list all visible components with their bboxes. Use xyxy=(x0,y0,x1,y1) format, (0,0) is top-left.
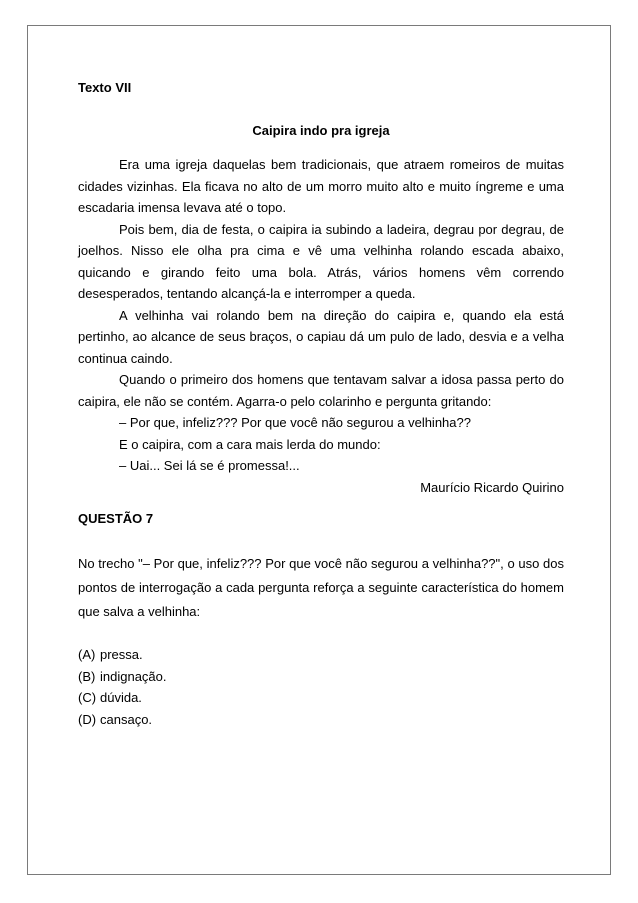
text-title: Caipira indo pra igreja xyxy=(252,123,390,138)
option-letter: (B) xyxy=(78,668,96,684)
option-text: indignação. xyxy=(100,668,167,684)
paragraph: A velhinha vai rolando bem na direção do caipira e, quando ela está pertinho, ao alcance de seus braços, o capiau dá um pulo de lado, desvia e a velha continua caindo. xyxy=(78,307,564,366)
question-label: QUESTÃO 7 xyxy=(78,511,154,526)
option-b xyxy=(78,666,564,688)
question-prompt: No trecho "– Por que, infeliz??? Por que você não segurou a velhinha??", o uso dos pontos de interrogação a cada pergunta reforça a seguinte característica do homem que salva a velhinha: xyxy=(78,556,564,619)
option-text: dúvida. xyxy=(100,690,142,705)
option-a xyxy=(78,644,564,666)
option-text: cansaço. xyxy=(100,711,153,727)
answer-options xyxy=(78,644,564,730)
paragraph: Era uma igreja daquelas bem tradicionais, que atraem romeiros de muitas cidades vizinhas. Ela ficava no alto de um morro muito alto e muito íngreme e uma escadaria imensa levava até o topo. xyxy=(78,157,564,215)
option-letter: (D) xyxy=(78,711,97,727)
dialog-line: – Por que, infeliz??? Por que você não segurou a velhinha?? xyxy=(119,415,471,430)
text-body xyxy=(78,154,564,498)
option-d xyxy=(78,709,564,731)
paragraph: Pois bem, dia de festa, o caipira ia subindo a ladeira, degrau por degrau, de joelhos. Nisso ele olha pra cima e vê uma velhinha rolando escada abaixo, quicando e girando feito uma bola. Atrás, vários homens vêm correndo desesperados, tentando alcançá-la e interromper a queda. xyxy=(78,221,564,301)
text-label: Texto VII xyxy=(78,80,132,95)
option-c xyxy=(78,687,564,709)
dialog-line: – Uai... Sei lá se é promessa!... xyxy=(119,458,300,473)
option-letter: (C) xyxy=(78,690,97,705)
paragraph: Quando o primeiro dos homens que tentavam salvar a idosa passa perto do caipira, ele não se contém. Agarra-o pelo colarinho e pergunta gritando: xyxy=(78,372,564,409)
option-text: pressa. xyxy=(100,647,143,662)
author: Maurício Ricardo Quirino xyxy=(420,479,564,495)
dialog-line: E o caipira, com a cara mais lerda do mundo: xyxy=(119,436,381,452)
option-letter: (A) xyxy=(78,647,96,662)
